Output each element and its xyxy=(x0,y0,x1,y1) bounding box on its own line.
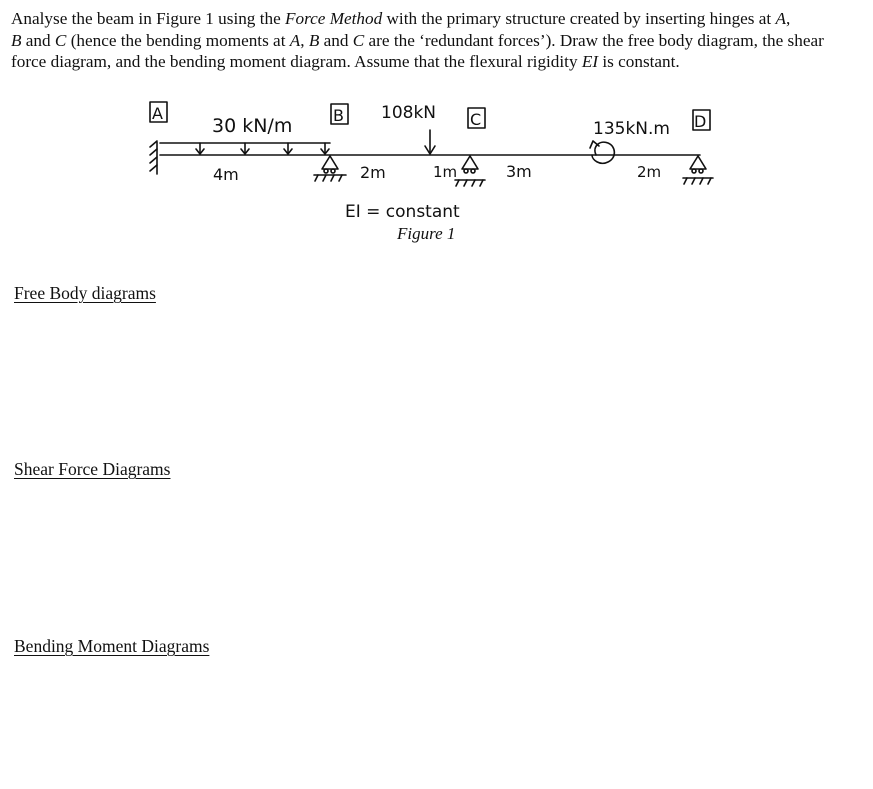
point-load-label: 108kN xyxy=(381,103,437,123)
point-load-arrow xyxy=(425,130,435,154)
span-c-moment-label: 3m xyxy=(506,162,532,181)
hinge-c: C xyxy=(54,30,67,50)
shear-force-heading: Shear Force Diagrams xyxy=(14,459,171,479)
node-label-d: D xyxy=(694,112,707,131)
redundant-c: C xyxy=(352,30,365,50)
applied-moment-icon xyxy=(590,141,614,163)
force-method-term: Force Method xyxy=(285,9,383,28)
fixed-support-a xyxy=(150,141,157,174)
redundant-b: B xyxy=(308,30,320,50)
roller-support-d xyxy=(683,156,713,184)
roller-support-c xyxy=(455,156,485,186)
and-text-2: and xyxy=(319,30,353,50)
comma-2: , xyxy=(300,30,309,50)
problem-text-4: are the ‘redundant forces’). Draw the free body diagram, the shear force diagram, and the bending moment diagram. Assume that the flexural rigidity xyxy=(11,30,824,71)
node-label-a: A xyxy=(152,104,163,123)
node-label-c: C xyxy=(470,110,482,129)
ei-note: EI = constant xyxy=(345,202,460,222)
figure-caption: Figure 1 xyxy=(397,224,456,243)
hinge-b: B xyxy=(11,30,22,50)
span-moment-d-label: 2m xyxy=(637,163,662,181)
problem-text-3: (hence the bending moments at xyxy=(66,30,290,50)
span-ab-label: 4m xyxy=(213,165,239,184)
problem-text-1: Analyse the beam in Figure 1 using the xyxy=(11,9,285,28)
redundant-a: A xyxy=(289,30,301,50)
span-load-c-label: 1m xyxy=(433,163,458,181)
free-body-heading: Free Body diagrams xyxy=(14,283,156,303)
problem-text-2: with the primary structure created by inserting hinges at xyxy=(382,9,776,28)
node-label-b: B xyxy=(333,106,344,125)
and-text: and xyxy=(21,30,55,50)
problem-text-5: is constant. xyxy=(598,52,680,71)
roller-support-b xyxy=(314,156,346,181)
bending-moment-heading: Bending Moment Diagrams xyxy=(14,636,210,656)
moment-label: 135kN.m xyxy=(593,119,670,139)
hinge-a: A xyxy=(775,9,786,28)
ei-term: EI xyxy=(581,52,599,71)
udl-label: 30 kN/m xyxy=(212,115,293,137)
comma: , xyxy=(786,9,791,28)
span-b-load-label: 2m xyxy=(360,163,386,182)
